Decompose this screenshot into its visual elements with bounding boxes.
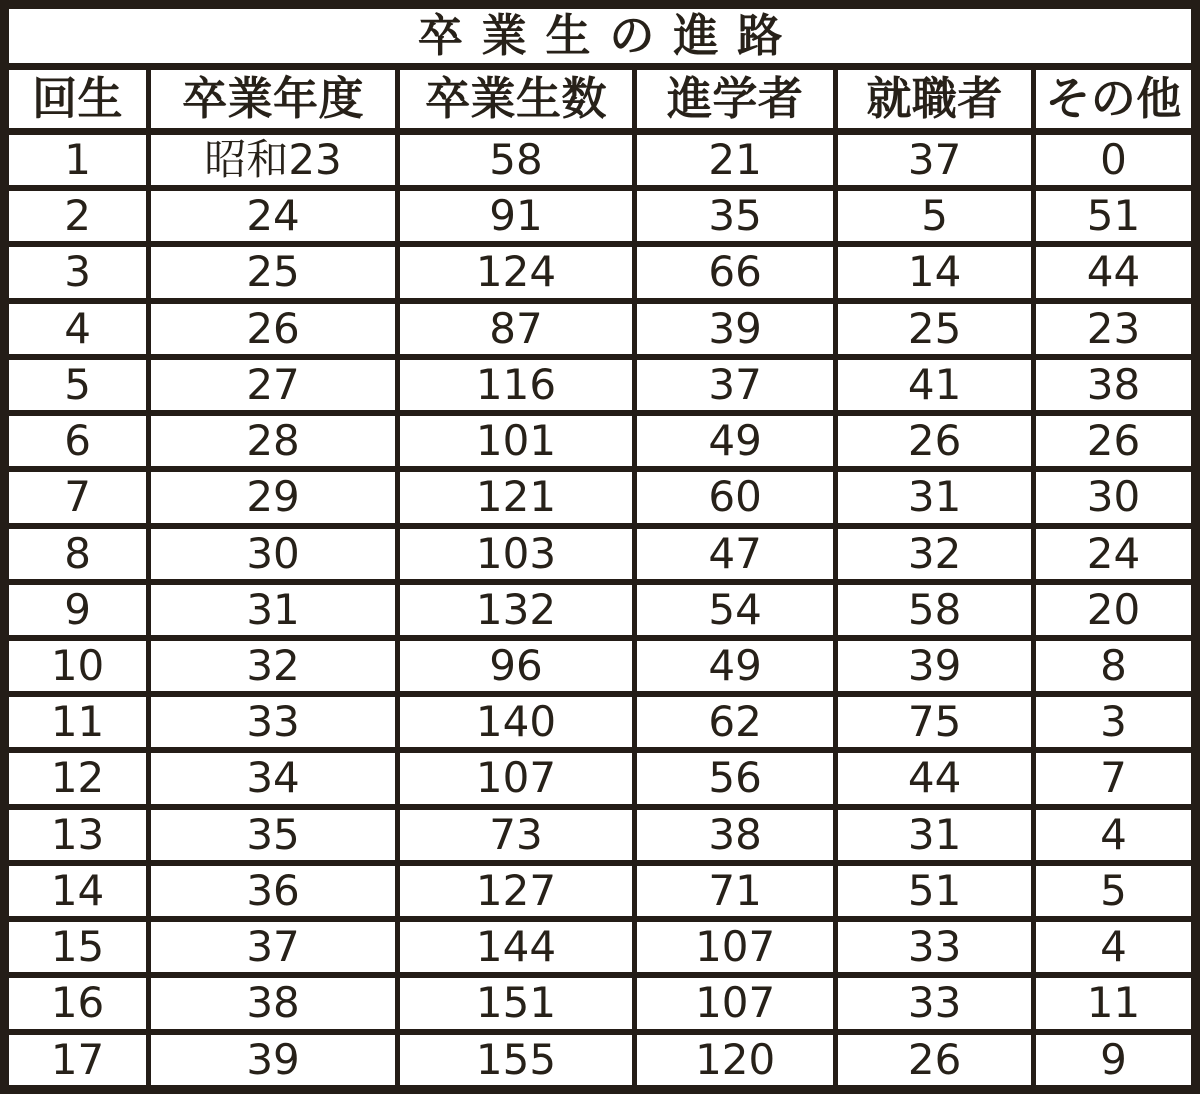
column-header-continuing-education: 進学者	[635, 67, 836, 132]
cell-other: 26	[1033, 413, 1195, 469]
cell-graduation-year: 昭和23	[149, 132, 398, 189]
cell-graduation-year: 36	[149, 863, 398, 919]
table-row	[5, 301, 1196, 357]
header-row	[5, 67, 1196, 132]
cell-other: 23	[1033, 301, 1195, 357]
cell-continuing-education: 120	[635, 1032, 836, 1090]
table-row	[5, 244, 1196, 300]
cell-continuing-education: 62	[635, 694, 836, 750]
cell-graduates-count: 101	[398, 413, 635, 469]
cell-employed: 39	[836, 638, 1034, 694]
table-row	[5, 694, 1196, 750]
cell-continuing-education: 66	[635, 244, 836, 300]
cell-graduation-year: 25	[149, 244, 398, 300]
cell-continuing-education: 49	[635, 638, 836, 694]
table-row	[5, 582, 1196, 638]
cell-graduates-count: 103	[398, 526, 635, 582]
cell-cohort: 10	[5, 638, 149, 694]
cell-cohort: 11	[5, 694, 149, 750]
cell-other: 5	[1033, 863, 1195, 919]
cell-other: 30	[1033, 469, 1195, 525]
cell-other: 24	[1033, 526, 1195, 582]
cell-graduation-year: 35	[149, 807, 398, 863]
column-header-cohort: 回生	[5, 67, 149, 132]
cell-employed: 33	[836, 975, 1034, 1031]
cell-continuing-education: 54	[635, 582, 836, 638]
cell-cohort: 16	[5, 975, 149, 1031]
column-header-graduation-year: 卒業年度	[149, 67, 398, 132]
cell-continuing-education: 49	[635, 413, 836, 469]
cell-cohort: 12	[5, 750, 149, 806]
column-header-other: その他	[1033, 67, 1195, 132]
cell-graduation-year: 27	[149, 357, 398, 413]
cell-continuing-education: 107	[635, 919, 836, 975]
cell-graduates-count: 132	[398, 582, 635, 638]
cell-cohort: 7	[5, 469, 149, 525]
cell-graduation-year: 37	[149, 919, 398, 975]
cell-graduates-count: 124	[398, 244, 635, 300]
cell-other: 20	[1033, 582, 1195, 638]
cell-employed: 51	[836, 863, 1034, 919]
cell-employed: 41	[836, 357, 1034, 413]
cell-graduates-count: 121	[398, 469, 635, 525]
cell-employed: 26	[836, 413, 1034, 469]
cell-employed: 75	[836, 694, 1034, 750]
cell-employed: 14	[836, 244, 1034, 300]
cell-graduates-count: 144	[398, 919, 635, 975]
cell-other: 9	[1033, 1032, 1195, 1090]
cell-employed: 32	[836, 526, 1034, 582]
table-row	[5, 975, 1196, 1031]
table-row	[5, 132, 1196, 189]
table-row	[5, 638, 1196, 694]
cell-other: 0	[1033, 132, 1195, 189]
cell-other: 4	[1033, 807, 1195, 863]
table-row	[5, 919, 1196, 975]
column-header-employed: 就職者	[836, 67, 1034, 132]
cell-cohort: 15	[5, 919, 149, 975]
cell-cohort: 3	[5, 244, 149, 300]
cell-graduation-year: 33	[149, 694, 398, 750]
cell-cohort: 8	[5, 526, 149, 582]
cell-other: 38	[1033, 357, 1195, 413]
cell-employed: 58	[836, 582, 1034, 638]
cell-cohort: 14	[5, 863, 149, 919]
table-row	[5, 357, 1196, 413]
table-row	[5, 188, 1196, 244]
cell-other: 8	[1033, 638, 1195, 694]
cell-graduates-count: 155	[398, 1032, 635, 1090]
cell-other: 11	[1033, 975, 1195, 1031]
table-row	[5, 1032, 1196, 1090]
cell-employed: 31	[836, 469, 1034, 525]
cell-cohort: 17	[5, 1032, 149, 1090]
cell-cohort: 9	[5, 582, 149, 638]
table-title: 卒業生の進路	[5, 5, 1196, 67]
cell-graduates-count: 151	[398, 975, 635, 1031]
table-row	[5, 863, 1196, 919]
cell-continuing-education: 47	[635, 526, 836, 582]
cell-graduation-year: 32	[149, 638, 398, 694]
cell-graduation-year: 34	[149, 750, 398, 806]
cell-graduates-count: 96	[398, 638, 635, 694]
cell-employed: 26	[836, 1032, 1034, 1090]
cell-graduation-year: 31	[149, 582, 398, 638]
cell-employed: 25	[836, 301, 1034, 357]
cell-employed: 33	[836, 919, 1034, 975]
cell-other: 3	[1033, 694, 1195, 750]
table-row	[5, 807, 1196, 863]
cell-cohort: 4	[5, 301, 149, 357]
cell-graduation-year: 24	[149, 188, 398, 244]
cell-graduates-count: 140	[398, 694, 635, 750]
cell-cohort: 13	[5, 807, 149, 863]
cell-employed: 37	[836, 132, 1034, 189]
column-header-graduates-count: 卒業生数	[398, 67, 635, 132]
cell-graduation-year: 38	[149, 975, 398, 1031]
table-row	[5, 750, 1196, 806]
cell-cohort: 6	[5, 413, 149, 469]
cell-cohort: 5	[5, 357, 149, 413]
cell-graduates-count: 107	[398, 750, 635, 806]
cell-other: 7	[1033, 750, 1195, 806]
cell-other: 44	[1033, 244, 1195, 300]
cell-continuing-education: 38	[635, 807, 836, 863]
cell-graduation-year: 28	[149, 413, 398, 469]
cell-continuing-education: 60	[635, 469, 836, 525]
cell-graduation-year: 39	[149, 1032, 398, 1090]
cell-graduates-count: 116	[398, 357, 635, 413]
cell-continuing-education: 35	[635, 188, 836, 244]
cell-graduates-count: 91	[398, 188, 635, 244]
cell-continuing-education: 37	[635, 357, 836, 413]
cell-continuing-education: 71	[635, 863, 836, 919]
cell-graduates-count: 87	[398, 301, 635, 357]
cell-continuing-education: 39	[635, 301, 836, 357]
cell-graduates-count: 73	[398, 807, 635, 863]
cell-continuing-education: 21	[635, 132, 836, 189]
cell-employed: 5	[836, 188, 1034, 244]
cell-graduates-count: 58	[398, 132, 635, 189]
cell-employed: 31	[836, 807, 1034, 863]
cell-graduation-year: 30	[149, 526, 398, 582]
cell-other: 4	[1033, 919, 1195, 975]
cell-graduation-year: 26	[149, 301, 398, 357]
table-row	[5, 469, 1196, 525]
table-row	[5, 413, 1196, 469]
cell-continuing-education: 107	[635, 975, 836, 1031]
title-row	[5, 5, 1196, 67]
table-row	[5, 526, 1196, 582]
cell-continuing-education: 56	[635, 750, 836, 806]
cell-graduation-year: 29	[149, 469, 398, 525]
cell-graduates-count: 127	[398, 863, 635, 919]
cell-cohort: 1	[5, 132, 149, 189]
cell-employed: 44	[836, 750, 1034, 806]
cell-other: 51	[1033, 188, 1195, 244]
cell-cohort: 2	[5, 188, 149, 244]
